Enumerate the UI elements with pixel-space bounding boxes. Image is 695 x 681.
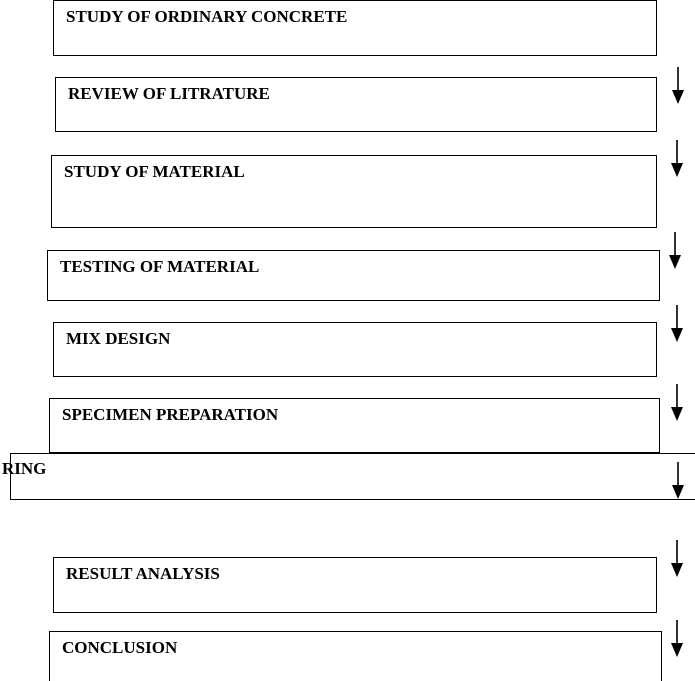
down-arrow-icon bbox=[670, 540, 684, 578]
down-arrow-icon bbox=[670, 620, 684, 658]
step-label: RING bbox=[2, 459, 47, 478]
down-arrow-icon bbox=[670, 140, 684, 178]
step-box-2 bbox=[55, 77, 657, 132]
step-label: STUDY OF MATERIAL bbox=[64, 162, 245, 181]
step-box-1 bbox=[53, 0, 657, 56]
down-arrow-icon bbox=[671, 67, 685, 105]
step-label: SPECIMEN PREPARATION bbox=[62, 405, 279, 424]
step-label: MIX DESIGN bbox=[66, 329, 171, 348]
down-arrow-icon bbox=[668, 232, 682, 270]
step-box-4 bbox=[47, 250, 660, 301]
step-label: CONCLUSION bbox=[62, 638, 178, 657]
step-label: STUDY OF ORDINARY CONCRETE bbox=[66, 7, 348, 26]
step-box-3 bbox=[51, 155, 657, 228]
step-box-8 bbox=[53, 557, 657, 613]
down-arrow-icon bbox=[670, 384, 684, 422]
step-box-7 bbox=[2, 453, 695, 500]
step-box-5 bbox=[53, 322, 657, 377]
step-label: REVIEW OF LITRATURE bbox=[68, 84, 270, 103]
down-arrow-icon bbox=[670, 305, 684, 343]
step-label: RESULT ANALYSIS bbox=[66, 564, 220, 583]
step-box-6 bbox=[49, 398, 660, 453]
down-arrow-icon bbox=[671, 462, 685, 500]
step-box-9 bbox=[49, 631, 662, 681]
step-label: TESTING OF MATERIAL bbox=[60, 257, 260, 276]
